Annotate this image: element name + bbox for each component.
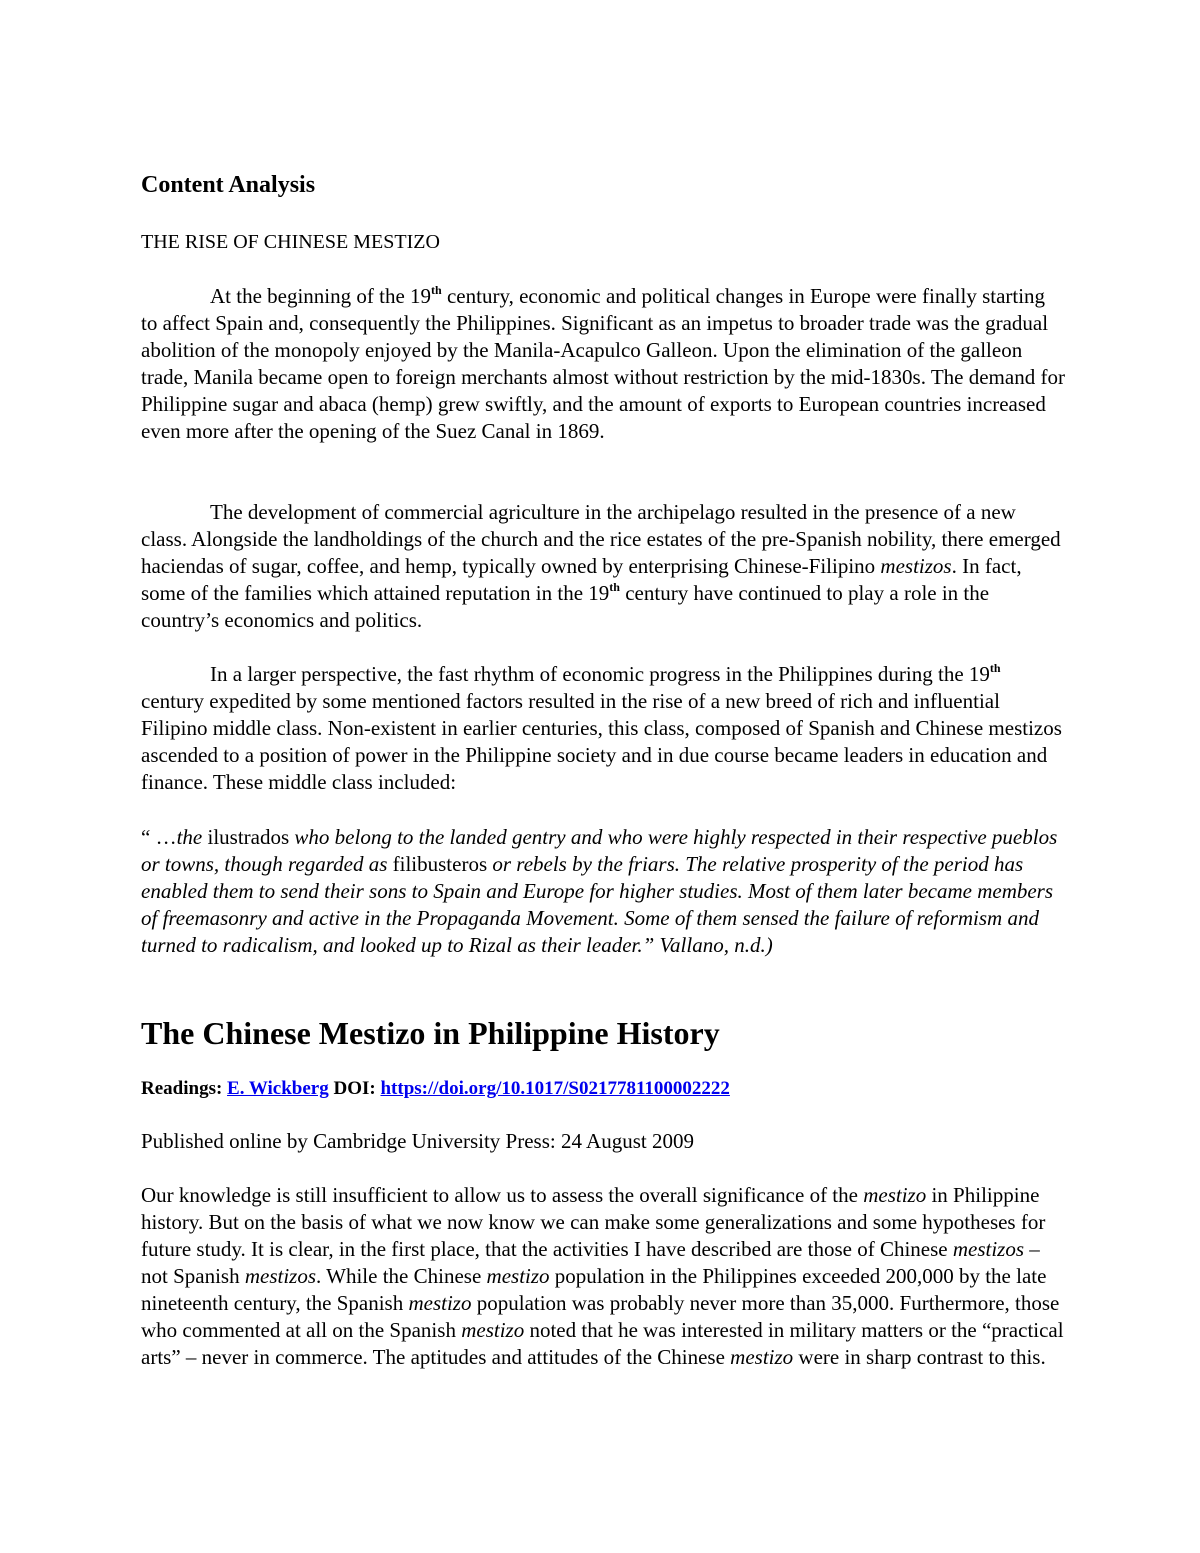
paragraph-2	[141, 499, 1066, 634]
superscript: th	[609, 580, 620, 594]
text-run: population in the Philippines exceeded 200,000 by the late nineteenth century, the Spanish	[141, 1264, 1047, 1315]
text-run: who belong to the landed gentry and who were highly respected in their respective pueblos or towns, though regarded as	[141, 825, 1058, 876]
text-run: – not Spanish	[141, 1237, 1040, 1288]
superscript: th	[431, 283, 442, 297]
italic-term: mestizos	[952, 1237, 1025, 1261]
text-run: At the beginning of the 19	[210, 284, 432, 308]
italic-term: mestizos	[244, 1264, 317, 1288]
paragraph-1	[141, 283, 1066, 445]
paragraph-4	[141, 1182, 1066, 1371]
italic-term: mestizo	[486, 1264, 550, 1288]
term-ilustrados: ilustrados	[207, 825, 290, 849]
text-run: The development of commercial agriculture in the archipelago resulted in the presence of a new class. Alongside the landholdings of the church and the rice estates of the pre-Spanish nobility, there emerged haciendas of sugar, coffee, and hemp, typically owned by enterprising Chinese-Filipino	[141, 500, 1061, 578]
text-run: the	[176, 825, 208, 849]
article-title: The Chinese Mestizo in Philippine History	[141, 1015, 720, 1051]
italic-term: mestizo	[863, 1183, 927, 1207]
text-run: in Philippine history. But on the basis of what we now know we can make some generalizations and some hypotheses for future study. It is clear, in the first place, that the activities I have described are those of Chinese	[141, 1183, 1046, 1261]
text-run: Our knowledge is still insufficient to allow us to assess the overall significance of the	[141, 1183, 864, 1207]
doi-label: DOI:	[328, 1078, 381, 1099]
readings-label: Readings:	[141, 1078, 228, 1099]
doi-link[interactable]: https://doi.org/10.1017/S0217781100002222	[380, 1078, 730, 1099]
italic-term: mestizo	[461, 1318, 525, 1342]
subtitle: THE RISE OF CHINESE MESTIZO	[141, 231, 440, 253]
published-line: Published online by Cambridge University Press: 24 August 2009	[141, 1129, 694, 1153]
readings-line	[141, 1076, 1066, 1102]
text-run: noted that he was interested in military matters or the “practical arts” – never in commerce. The aptitudes and attitudes of the Chinese	[141, 1318, 1064, 1369]
text-run: were in sharp contrast to this.	[793, 1345, 1046, 1369]
superscript: th	[989, 661, 1001, 675]
text-run: In a larger perspective, the fast rhythm of economic progress in the Philippines during the 19	[210, 662, 990, 686]
quote-open: “ …	[141, 825, 177, 849]
term-filibusteros: filibusteros	[392, 852, 488, 876]
text-run: population was probably never more than 35,000. Furthermore, those who commented at all on the Spanish	[141, 1291, 1060, 1342]
paragraph-3	[141, 661, 1066, 796]
block-quote	[141, 824, 1066, 959]
italic-term: mestizo	[730, 1345, 794, 1369]
text-run: . In fact, some of the families which attained reputation in the 19	[141, 554, 1022, 605]
text-run: century, economic and political changes in Europe were finally starting to affect Spain and, consequently the Philippines. Significant as an impetus to broader trade was the gradual abolition of the monopoly enjoyed by the Manila-Acapulco Galleon. Upon the elimination of the galleon trade, Manila became open to foreign merchants almost without restriction by the mid-1830s. The demand for Philippine sugar and abaca (hemp) grew swiftly, and the amount of exports to European countries increased even more after the opening of the Suez Canal in 1869.	[141, 284, 1065, 443]
author-link[interactable]: E. Wickberg	[227, 1078, 329, 1099]
text-run: century have continued to play a role in the country’s economics and politics.	[141, 581, 990, 632]
text-run: century expedited by some mentioned factors resulted in the rise of a new breed of rich and influential Filipino middle class. Non-existent in earlier centuries, this class, composed of Spanish and Chinese mestizos ascended to a position of power in the Philippine society and in due course became leaders in education and finance. These middle class included:	[141, 689, 1062, 794]
italic-term: mestizos	[880, 554, 952, 578]
italic-term: mestizo	[408, 1291, 472, 1315]
text-run: or rebels by the friars. The relative prosperity of the period has enabled them to send their sons to Spain and Europe for higher studies. Most of them later became members of freemasonry and active in the Propaganda Movement. Some of them sensed the failure of reformism and turned to radicalism, and looked up to Rizal as their leader.” Vallano, n.d.)	[141, 852, 1054, 957]
section-title: Content Analysis	[141, 172, 316, 198]
text-run: . While the Chinese	[316, 1264, 487, 1288]
